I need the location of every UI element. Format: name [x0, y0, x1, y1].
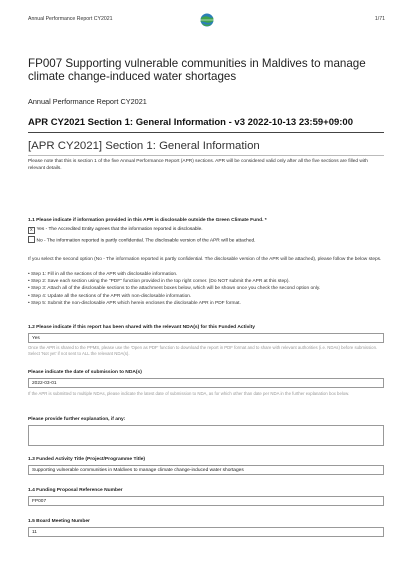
- header-doc-name: Annual Performance Report CY2021: [28, 16, 113, 22]
- document-title: FP007 Supporting vulnerable communities in Maldives to manage climate change-induced water shortages: [28, 57, 366, 83]
- q2-label: 1.2 Please indicate if this report has been shared with the relevant NDA(s) for this Funded Activity: [28, 325, 256, 330]
- q5-label: 1.5 Board Meeting Number: [28, 519, 90, 524]
- steps-intro: If you select the second option (No - The information reported is partly confidential. The disclosable version of the APR will be attached), please follow the below steps.: [28, 257, 382, 262]
- gcf-globe-logo-icon: [196, 12, 218, 28]
- step-item: • Step 1: Fill in all the sections of the APR with disclosable information.: [28, 272, 178, 277]
- step-item: • Step 5: Submit the non-disclosable APR which herein encloses the disclosable APR in PDF format.: [28, 300, 241, 306]
- nda-date-field[interactable]: 2022-03-01: [28, 378, 384, 388]
- steps-list: [28, 271, 384, 307]
- q1-option-yes[interactable]: [28, 227, 203, 234]
- q2-note: Once the APR is shared to the PPMS, please use the 'Open as PDF' function to download the report in PDF format and to share with relevant authorities (i.e. NDAs) before submission. Select 'Not yet' if not sent to ALL the relevant NDA(s).: [28, 345, 378, 357]
- board-meeting-field[interactable]: 11: [28, 527, 384, 537]
- page-header: [28, 14, 385, 28]
- q-date-label: Please indicate the date of submission to NDA(s): [28, 370, 142, 375]
- q4-label: 1.4 Funding Proposal Reference Number: [28, 488, 123, 493]
- section-heading: APR CY2021 Section 1: General Information - v3 2022-10-13 23:59+09:00: [28, 117, 353, 128]
- step-item: • Step 4: Update all the sections of the APR with non-disclosable information.: [28, 293, 192, 299]
- q1-no-checkbox[interactable]: [28, 236, 35, 243]
- q-date-note: If the APR is submitted to multiple NDAs, please indicate the latest date of submission to NDA, as for which other than date per NDA in the further explanation box below.: [28, 391, 350, 396]
- q1-no-text: No - The information reported is partly confidential. The disclosable version of the APR will be attached.: [36, 238, 256, 244]
- step-item: • Step 2: Save each section using the "PDF" function provided in the top right corner. (Do NOT submit the APR at this step).: [28, 279, 290, 285]
- proposal-reference-field[interactable]: FP007: [28, 496, 384, 506]
- q1-yes-text: Yes - The Accredited Entity agrees that the information reported is disclosable.: [36, 227, 203, 232]
- section-divider: [28, 132, 384, 133]
- q3-label: 1.3 Funded Activity Title (Project/Programme Title): [28, 457, 146, 462]
- q1-label: 1.1 Please indicate if information provided in this APR is disclosable outside the Green Climate Fund. *: [28, 218, 267, 223]
- q1-option-no[interactable]: [28, 236, 256, 244]
- section-title: [APR CY2021] Section 1: General Information: [28, 140, 260, 152]
- header-page-number: 1/71: [374, 16, 385, 22]
- q-explain-label: Please provide further explanation, if any:: [28, 417, 126, 422]
- q1-yes-checkbox[interactable]: X: [29, 227, 33, 232]
- intro-text: Please note that this is section 1 of the five Annual Performance Report (APR) sections. APR will be considered valid only after all the five sections are filled with relevant details.: [28, 159, 368, 171]
- title-divider: [28, 155, 384, 156]
- document-subtitle: Annual Performance Report CY2021: [28, 97, 147, 106]
- further-explanation-field[interactable]: [28, 425, 384, 446]
- step-item: • Step 3: Attach all of the disclosable sections to the attachment boxes below, which will be shown once you check the second option only.: [28, 286, 321, 292]
- q2-answer-field[interactable]: Yes: [28, 333, 384, 343]
- activity-title-field[interactable]: Supporting vulnerable communities in Maldives to manage climate change-induced water shortages: [28, 465, 384, 475]
